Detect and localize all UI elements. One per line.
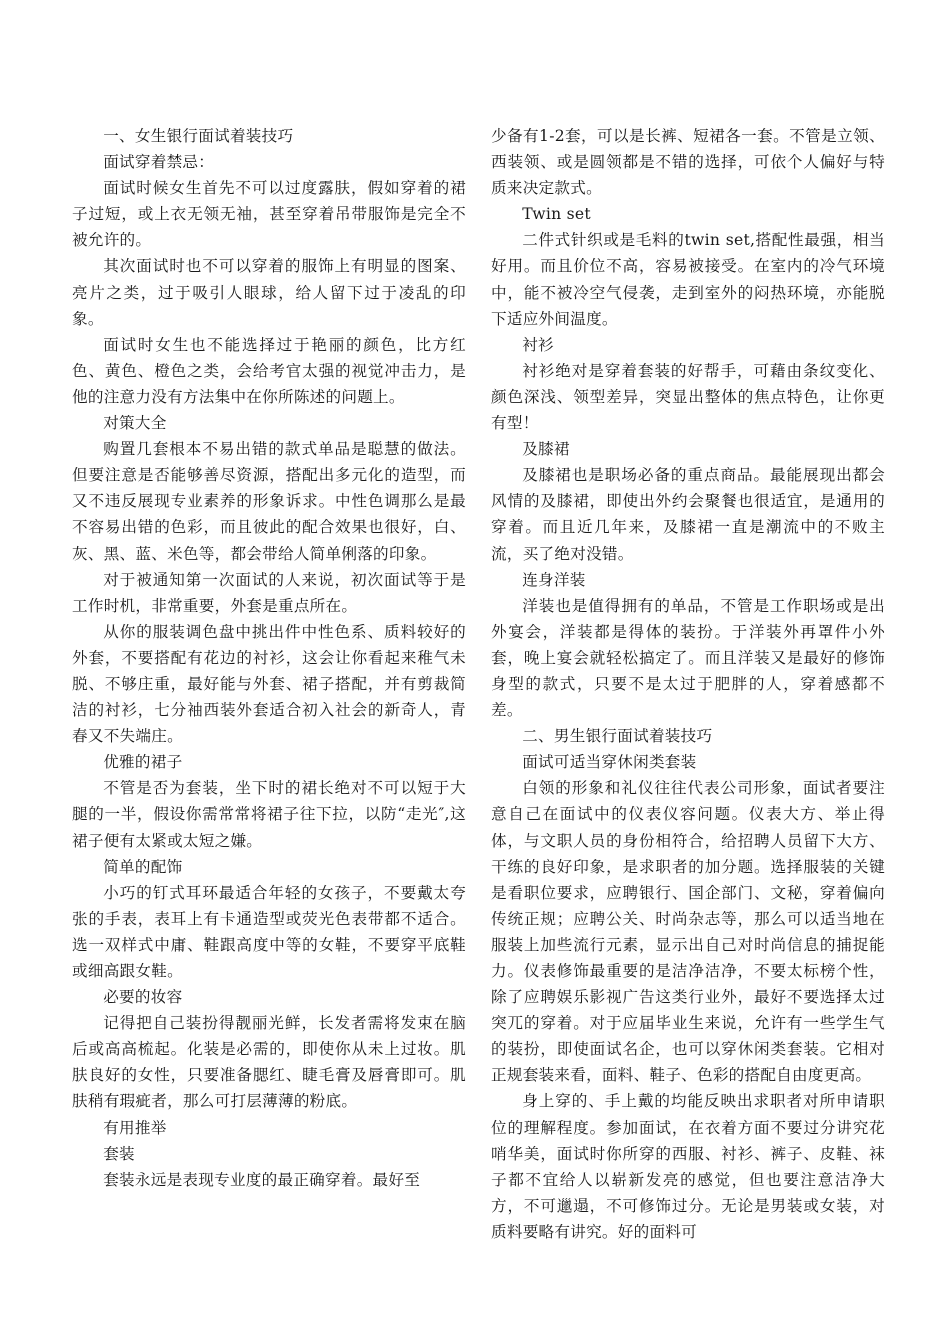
body-paragraph: 衬衫绝对是穿着套装的好帮手，可藉由条纹变化、颜色深浅、领型差异，突显出整体的焦点特色，让你更有型！: [491, 361, 885, 433]
section-heading: 套装: [103, 1144, 135, 1163]
section-heading: 必要的妆容: [103, 988, 183, 1007]
section-heading: 面试可适当穿休闲类套装: [522, 753, 697, 772]
section-heading: 对策大全: [103, 414, 167, 433]
right-column: [491, 123, 885, 1245]
body-paragraph: 洋装也是值得拥有的单品，不管是工作职场或是出外宴会，洋装都是得体的装扮。于洋装外再罩件小外套，晚上宴会就轻松搞定了。而且洋装又是最好的修饰身型的款式，只要不是太过于肥胖的人，穿着感都不差。: [491, 596, 885, 720]
body-paragraph: 其次面试时也不可以穿着的服饰上有明显的图案、亮片之类，过于吸引人眼球，给人留下过于凌乱的印象。: [72, 257, 466, 328]
body-paragraph: 套装永远是表现专业度的最正确穿着。最好至: [103, 1170, 421, 1189]
section-heading: 面试穿着禁忌：: [103, 153, 215, 172]
section-heading: Twin set: [522, 205, 591, 224]
section-heading: 优雅的裙子: [103, 753, 183, 772]
body-paragraph: 面试时女生也不能选择过于艳丽的颜色，比方红色、黄色、橙色之类，会给考官太强的视觉冲击力，是他的注意力没有方法集中在你所陈述的问题上。: [72, 335, 466, 406]
section-heading: 简单的配饰: [103, 857, 183, 876]
body-paragraph: 小巧的钉式耳环最适合年轻的女孩子，不要戴太夸张的手表，表耳上有卡通造型或荧光色表带都不适合。选一双样式中庸、鞋跟高度中等的女鞋，不要穿平底鞋或细高跟女鞋。: [72, 883, 466, 980]
body-paragraph: 不管是否为套装，坐下时的裙长绝对不可以短于大腿的一半，假设你需常常将裙子往下拉，以防“走光″,这裙子便有太紧或太短之嫌。: [72, 779, 466, 850]
section-heading: 一、女生银行面试着装技巧: [103, 127, 294, 145]
body-paragraph: 二件式针织或是毛料的twin set,搭配性最强，相当好用。而且价位不高，容易被接受。在室内的冷气环境中，能不被冷空气侵袭，走到室外的闷热环境，亦能脱下适应外间温度。: [491, 231, 885, 328]
section-heading: 连身洋装: [522, 570, 586, 589]
left-column: [72, 123, 466, 1193]
body-paragraph: 身上穿的、手上戴的均能反映出求职者对所申请职位的理解程度。参加面试，在衣着方面不要过分讲究花哨华美，面试时你所穿的西服、衬衫、裤子、皮鞋、袜子都不宜给人以崭新发亮的感觉，但也要注意洁净大方，不可邋遢，不可修饰过分。无论是男装或女装，对质料要略有讲究。好的面料可: [491, 1092, 885, 1241]
body-paragraph: 记得把自己装扮得靓丽光鲜，长发者需将发束在脑后或高高梳起。化装是必需的，即使你从未上过妆。肌肤良好的女性，只要准备腮红、睫毛膏及唇膏即可。肌肤稍有瑕疵者，那么可打层薄薄的粉底。: [72, 1014, 466, 1111]
body-paragraph: 从你的服装调色盘中挑出件中性色系、质料较好的外套，不要搭配有花边的衬衫，这会让你看起来稚气未脱、不够庄重，最好能与外套、裙子搭配，并有剪裁简洁的衬衫，七分袖西装外套适合初入社会的新奇人，青春又不失端庄。: [72, 622, 466, 746]
body-paragraph: 面试时候女生首先不可以过度露肤，假如穿着的裙子过短，或上衣无领无袖，甚至穿着吊带服饰是完全不被允许的。: [72, 179, 466, 250]
section-heading: 有用推举: [103, 1118, 167, 1137]
body-paragraph: 及膝裙也是职场必备的重点商品。最能展现出都会风情的及膝裙，即使出外约会聚餐也很适宜，是通用的穿着。而且近几年来，及膝裙一直是潮流中的不败主流，买了绝对没错。: [491, 466, 885, 563]
body-paragraph: 对于被通知第一次面试的人来说，初次面试等于是工作时机，非常重要，外套是重点所在。: [72, 570, 466, 615]
body-paragraph: 白领的形象和礼仪往往代表公司形象，面试者要注意自己在面试中的仪表仪容问题。仪表大方、举止得体，与文职人员的身份相符合，给招聘人员留下大方、干练的良好印象，是求职者的加分题。选择服装的关键是看职位要求，应聘银行、国企部门、文秘，穿着偏向传统正规；应聘公关、时尚杂志等，那么可以适当地在服装上加些流行元素，显示出自己对时尚信息的捕捉能力。仪表修饰最重要的是洁净洁净，不要太标榜个性，除了应聘娱乐影视广告这类行业外，最好不要选择太过突兀的穿着。对于应届毕业生来说，允许有一些学生气的装扮，即使面试名企，也可以穿休闲类套装。它相对正规套装来看，面料、鞋子、色彩的搭配自由度更高。: [491, 779, 885, 1085]
body-paragraph: 购置几套根本不易出错的款式单品是聪慧的做法。但要注意是否能够善尽资源，搭配出多元化的造型，而又不违反展现专业素养的形象诉求。中性色调那么是最不容易出错的色彩，而且彼此的配合效果也很好，白、灰、黑、蓝、米色等，都会带给人简单俐落的印象。: [72, 440, 466, 563]
body-paragraph: 少备有1-2套，可以是长裤、短裙各一套。不管是立领、西装领、或是圆领都是不错的选择，可依个人偏好与特质来决定款式。: [491, 127, 885, 198]
section-heading: 衬衫: [522, 335, 554, 354]
section-heading: 二、男生银行面试着装技巧: [522, 727, 713, 746]
section-heading: 及膝裙: [522, 440, 570, 459]
